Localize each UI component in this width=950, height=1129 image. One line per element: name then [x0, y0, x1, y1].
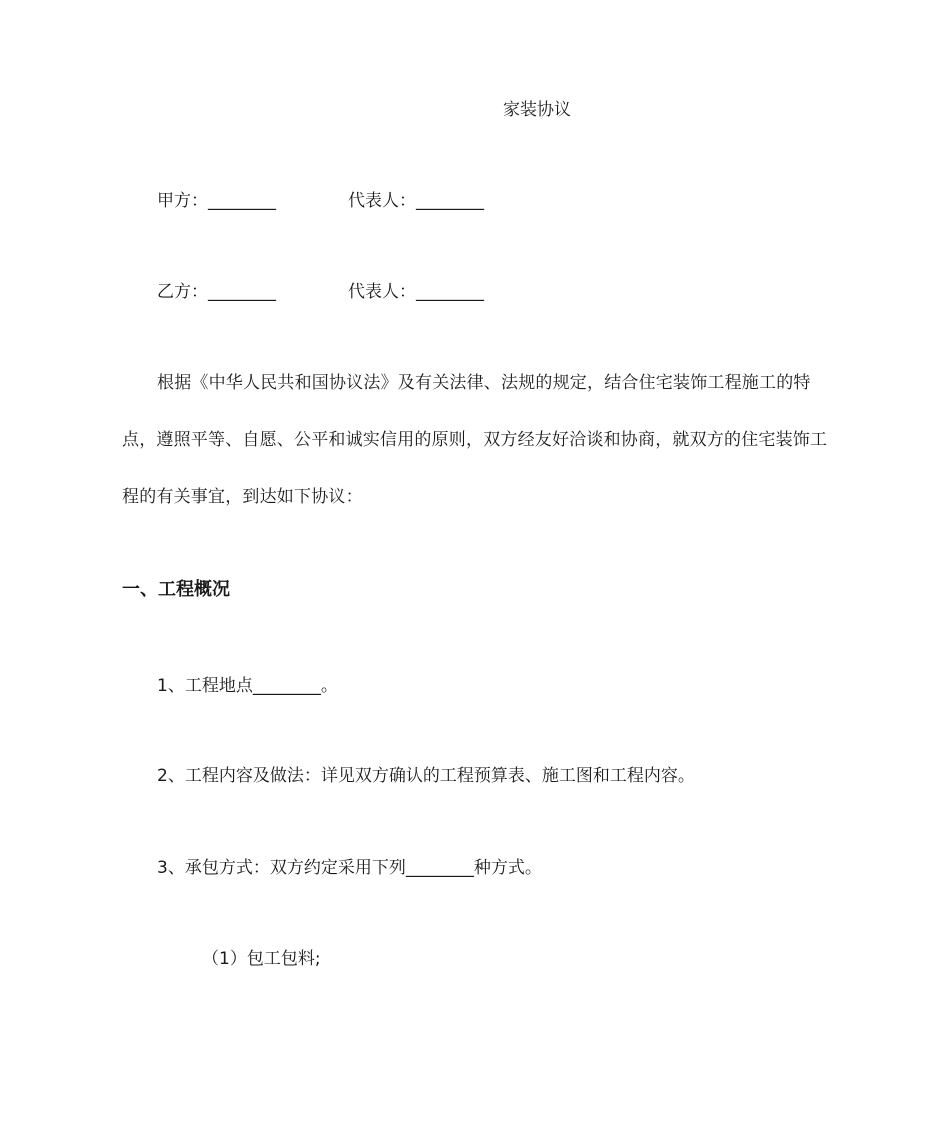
party-b-representative-field: 代表人：________ — [348, 282, 484, 302]
list-item-project-content: 2、工程内容及做法：详见双方确认的工程预算表、施工图和工程内容。 — [157, 766, 695, 786]
list-item-project-location: 1、工程地点________。 — [157, 676, 338, 696]
section-heading-project-overview: 一、工程概况 — [122, 579, 230, 600]
document-title: 家装协议 — [503, 100, 571, 120]
party-a-field: 甲方：________ — [157, 191, 276, 211]
party-a-representative-field: 代表人：________ — [348, 191, 484, 211]
list-item-contract-method: 3、承包方式：双方约定采用下列________种方式。 — [157, 858, 542, 878]
sub-item-labor-and-materials: （1）包工包料; — [202, 949, 321, 969]
intro-paragraph: 根据《中华人民共和国协议法》及有关法律、法规的规定，结合住宅装饰工程施工的特点，遵照平等、自愿、公平和诚实信用的原则，双方经友好洽谈和协商，就双方的住宅装饰工程的有关事宜，到达如下协议： — [122, 373, 828, 507]
party-b-field: 乙方：________ — [157, 282, 276, 302]
